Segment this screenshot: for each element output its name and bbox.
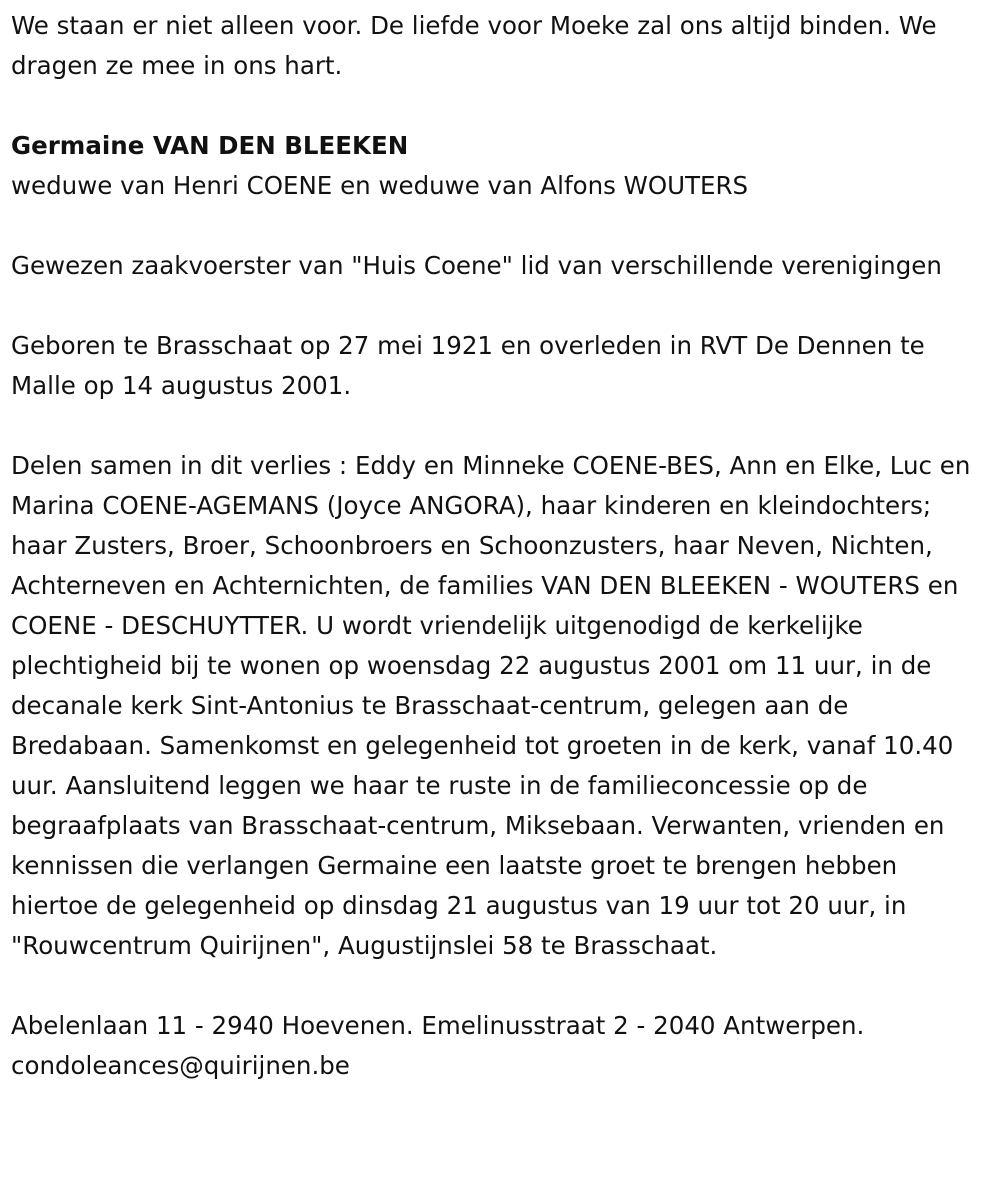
announcement-text: Delen samen in dit verlies : Eddy en Minneke COENE-BES, Ann en Elke, Luc en Marina COENE-AGEMANS (Joyce ANGORA), haar kinderen en kleindochters; haar Zusters, Broer, Schoonbroers en Schoonzusters, haar Neven, Nichten, Achterneven en Achternichten, de families VAN DEN BLEEKEN - WOUTERS en COENE - DESCHUYTTER. U wordt vriendelijk uitgenodigd de kerkelijke plechtigheid bij te wonen op woensdag 22 augustus 2001 om 11 uur, in de decanale kerk Sint-Antonius te Brasschaat-centrum, gelegen aan de Bredabaan. Samenkomst en gelegenheid tot groeten in de kerk, vanaf 10.40 uur. Aansluitend leggen we haar te ruste in de familieconcessie op de begraafplaats van Brasschaat-centrum, Miksebaan. Verwanten, vrienden en kennissen die verlangen Germaine een laatste groet te brengen hebben hiertoe de gelegenheid op dinsdag 21 augustus van 19 uur tot 20 uur, in "Rouwcentrum Quirijnen", Augustijnslei 58 te Brasschaat. (11, 451, 971, 960)
contact-address: Abelenlaan 11 - 2940 Hoevenen. Emelinusstraat 2 - 2040 Antwerpen. (11, 1011, 865, 1040)
deceased-relation: weduwe van Henri COENE en weduwe van Alfons WOUTERS (11, 171, 749, 200)
birth-death-text: Geboren te Brasschaat op 27 mei 1921 en overleden in RVT De Dennen te Malle op 14 augustus 2001. (11, 331, 925, 400)
occupation-text: Gewezen zaakvoerster van "Huis Coene" lid van verschillende verenigingen (11, 251, 942, 280)
intro-text: We staan er niet alleen voor. De liefde voor Moeke zal ons altijd binden. We dragen ze mee in ons hart. (11, 11, 937, 80)
deceased-name: Germaine VAN DEN BLEEKEN (11, 131, 409, 160)
contact-email[interactable]: condoleances@quirijnen.be (11, 1051, 350, 1080)
